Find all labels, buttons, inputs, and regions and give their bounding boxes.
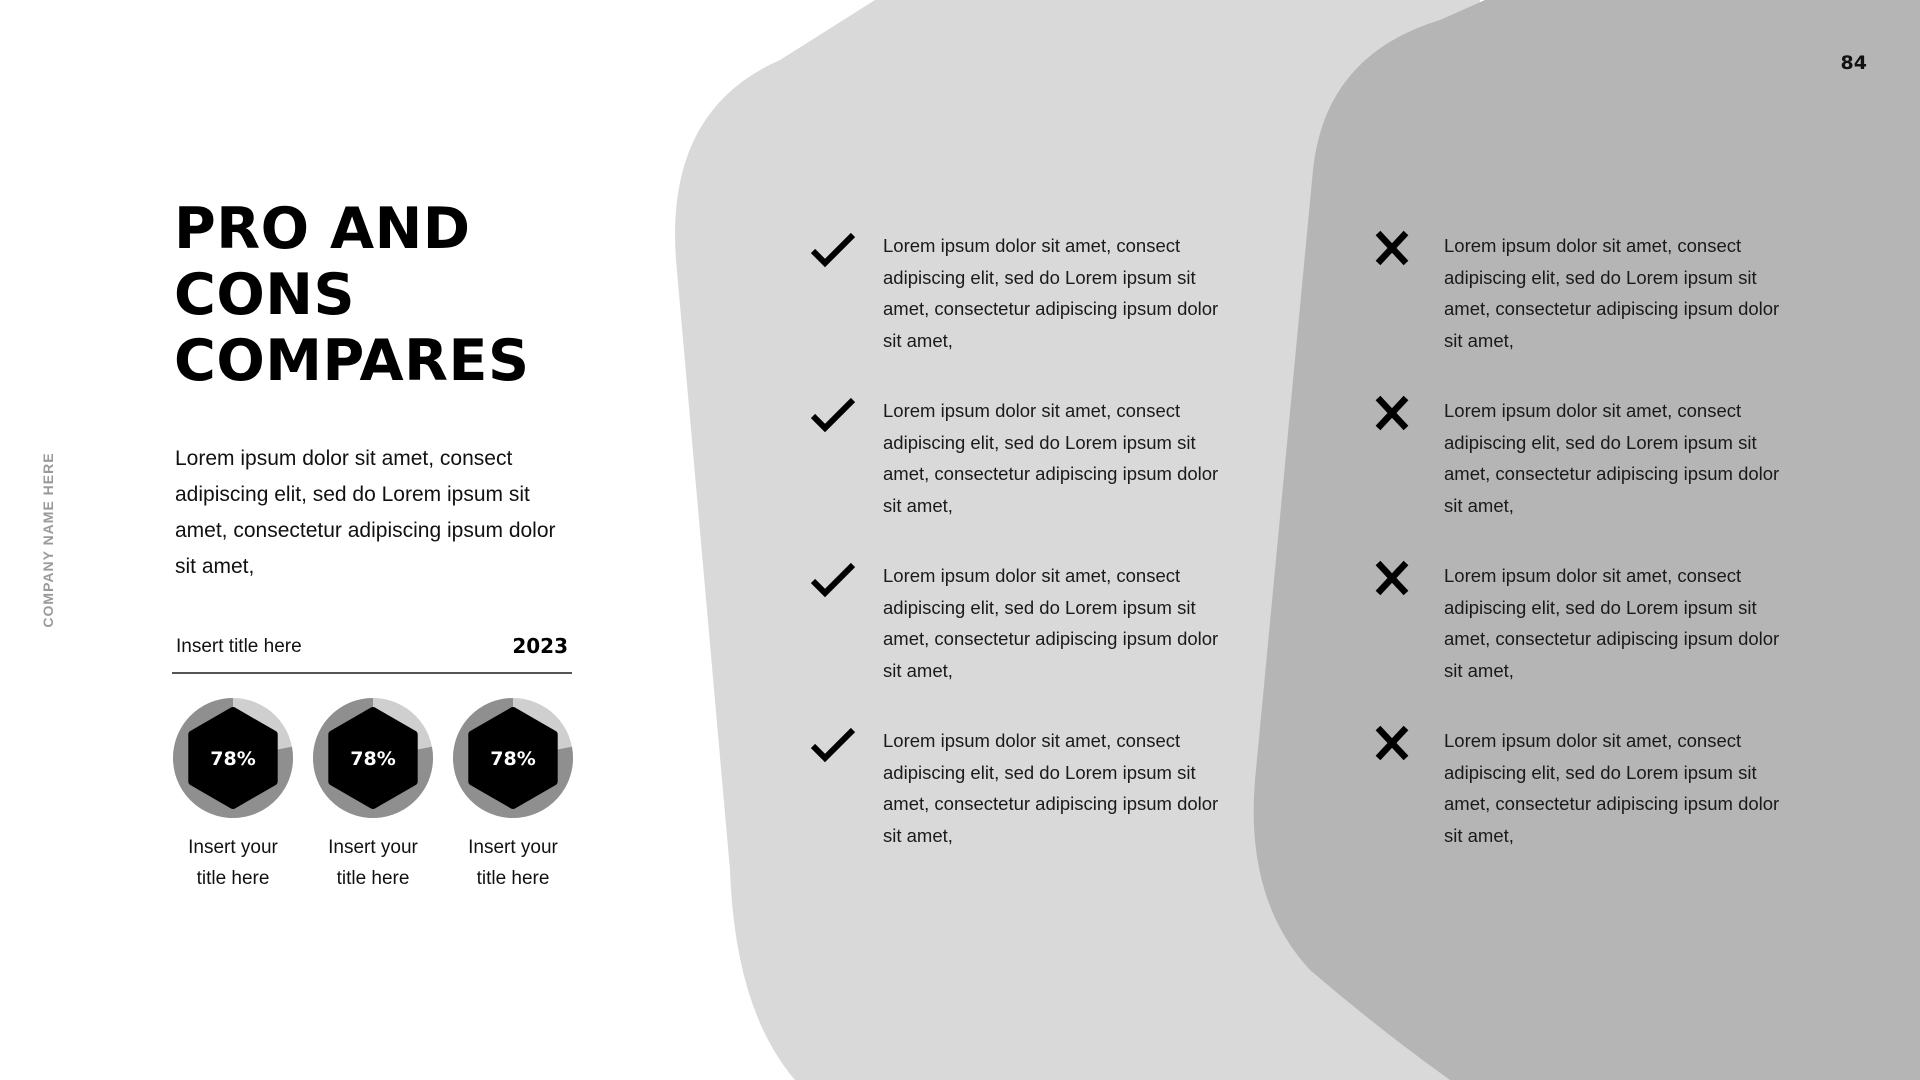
check-icon [810, 395, 858, 435]
kpi-label-line: Insert your [468, 837, 558, 858]
donut-chart [311, 696, 435, 820]
meta-year: 2023 [512, 634, 568, 658]
kpi-label-line: Insert your [328, 837, 418, 858]
cross-icon [1371, 230, 1419, 270]
donut-chart [171, 696, 295, 820]
cross-icon [1371, 560, 1419, 600]
con-text: Lorem ipsum dolor sit amet, consect adipiscing elit, sed do Lorem ipsum sit amet, consectetur adipiscing ipsum dolor sit amet, [1444, 235, 1780, 351]
check-icon [810, 725, 858, 765]
kpi-item [451, 696, 575, 894]
kpi-label-line: title here [336, 868, 410, 889]
title-line: PRO AND [174, 196, 471, 262]
pro-text: Lorem ipsum dolor sit amet, consect adipiscing elit, sed do Lorem ipsum sit amet, consectetur adipiscing ipsum dolor sit amet, [883, 565, 1219, 681]
check-icon [810, 230, 858, 270]
pro-text: Lorem ipsum dolor sit amet, consect adipiscing elit, sed do Lorem ipsum sit amet, consectetur adipiscing ipsum dolor sit amet, [883, 235, 1219, 351]
pro-text: Lorem ipsum dolor sit amet, consect adipiscing elit, sed do Lorem ipsum sit amet, consectetur adipiscing ipsum dolor sit amet, [883, 730, 1219, 846]
kpi-label [311, 832, 435, 894]
donut-chart [451, 696, 575, 820]
company-name: COMPANY NAME HERE [40, 452, 56, 628]
kpi-item [171, 696, 295, 894]
page-number: 84 [1840, 52, 1867, 74]
cross-icon [1371, 725, 1419, 765]
con-text: Lorem ipsum dolor sit amet, consect adipiscing elit, sed do Lorem ipsum sit amet, consectetur adipiscing ipsum dolor sit amet, [1444, 400, 1780, 516]
pro-text: Lorem ipsum dolor sit amet, consect adipiscing elit, sed do Lorem ipsum sit amet, consectetur adipiscing ipsum dolor sit amet, [883, 400, 1219, 516]
kpi-value: 78% [350, 748, 396, 770]
cons-panel [1254, 0, 1920, 1080]
page-title [174, 196, 530, 394]
kpi-label [171, 832, 295, 894]
kpi-value: 78% [490, 748, 536, 770]
kpi-label-line: title here [196, 868, 270, 889]
kpi-label-line: Insert your [188, 837, 278, 858]
kpi-item [311, 696, 435, 894]
title-line: CONS [174, 262, 356, 328]
kpi-label [451, 832, 575, 894]
intro-paragraph: Lorem ipsum dolor sit amet, consect adipiscing elit, sed do Lorem ipsum sit amet, consectetur adipiscing ipsum dolor sit amet, [175, 447, 556, 578]
meta-title: Insert title here [176, 636, 302, 657]
meta-row [172, 626, 572, 674]
check-icon [810, 560, 858, 600]
title-line: COMPARES [174, 328, 530, 394]
kpi-label-line: title here [476, 868, 550, 889]
cross-icon [1371, 395, 1419, 435]
con-text: Lorem ipsum dolor sit amet, consect adipiscing elit, sed do Lorem ipsum sit amet, consectetur adipiscing ipsum dolor sit amet, [1444, 565, 1780, 681]
con-text: Lorem ipsum dolor sit amet, consect adipiscing elit, sed do Lorem ipsum sit amet, consectetur adipiscing ipsum dolor sit amet, [1444, 730, 1780, 846]
kpi-value: 78% [210, 748, 256, 770]
